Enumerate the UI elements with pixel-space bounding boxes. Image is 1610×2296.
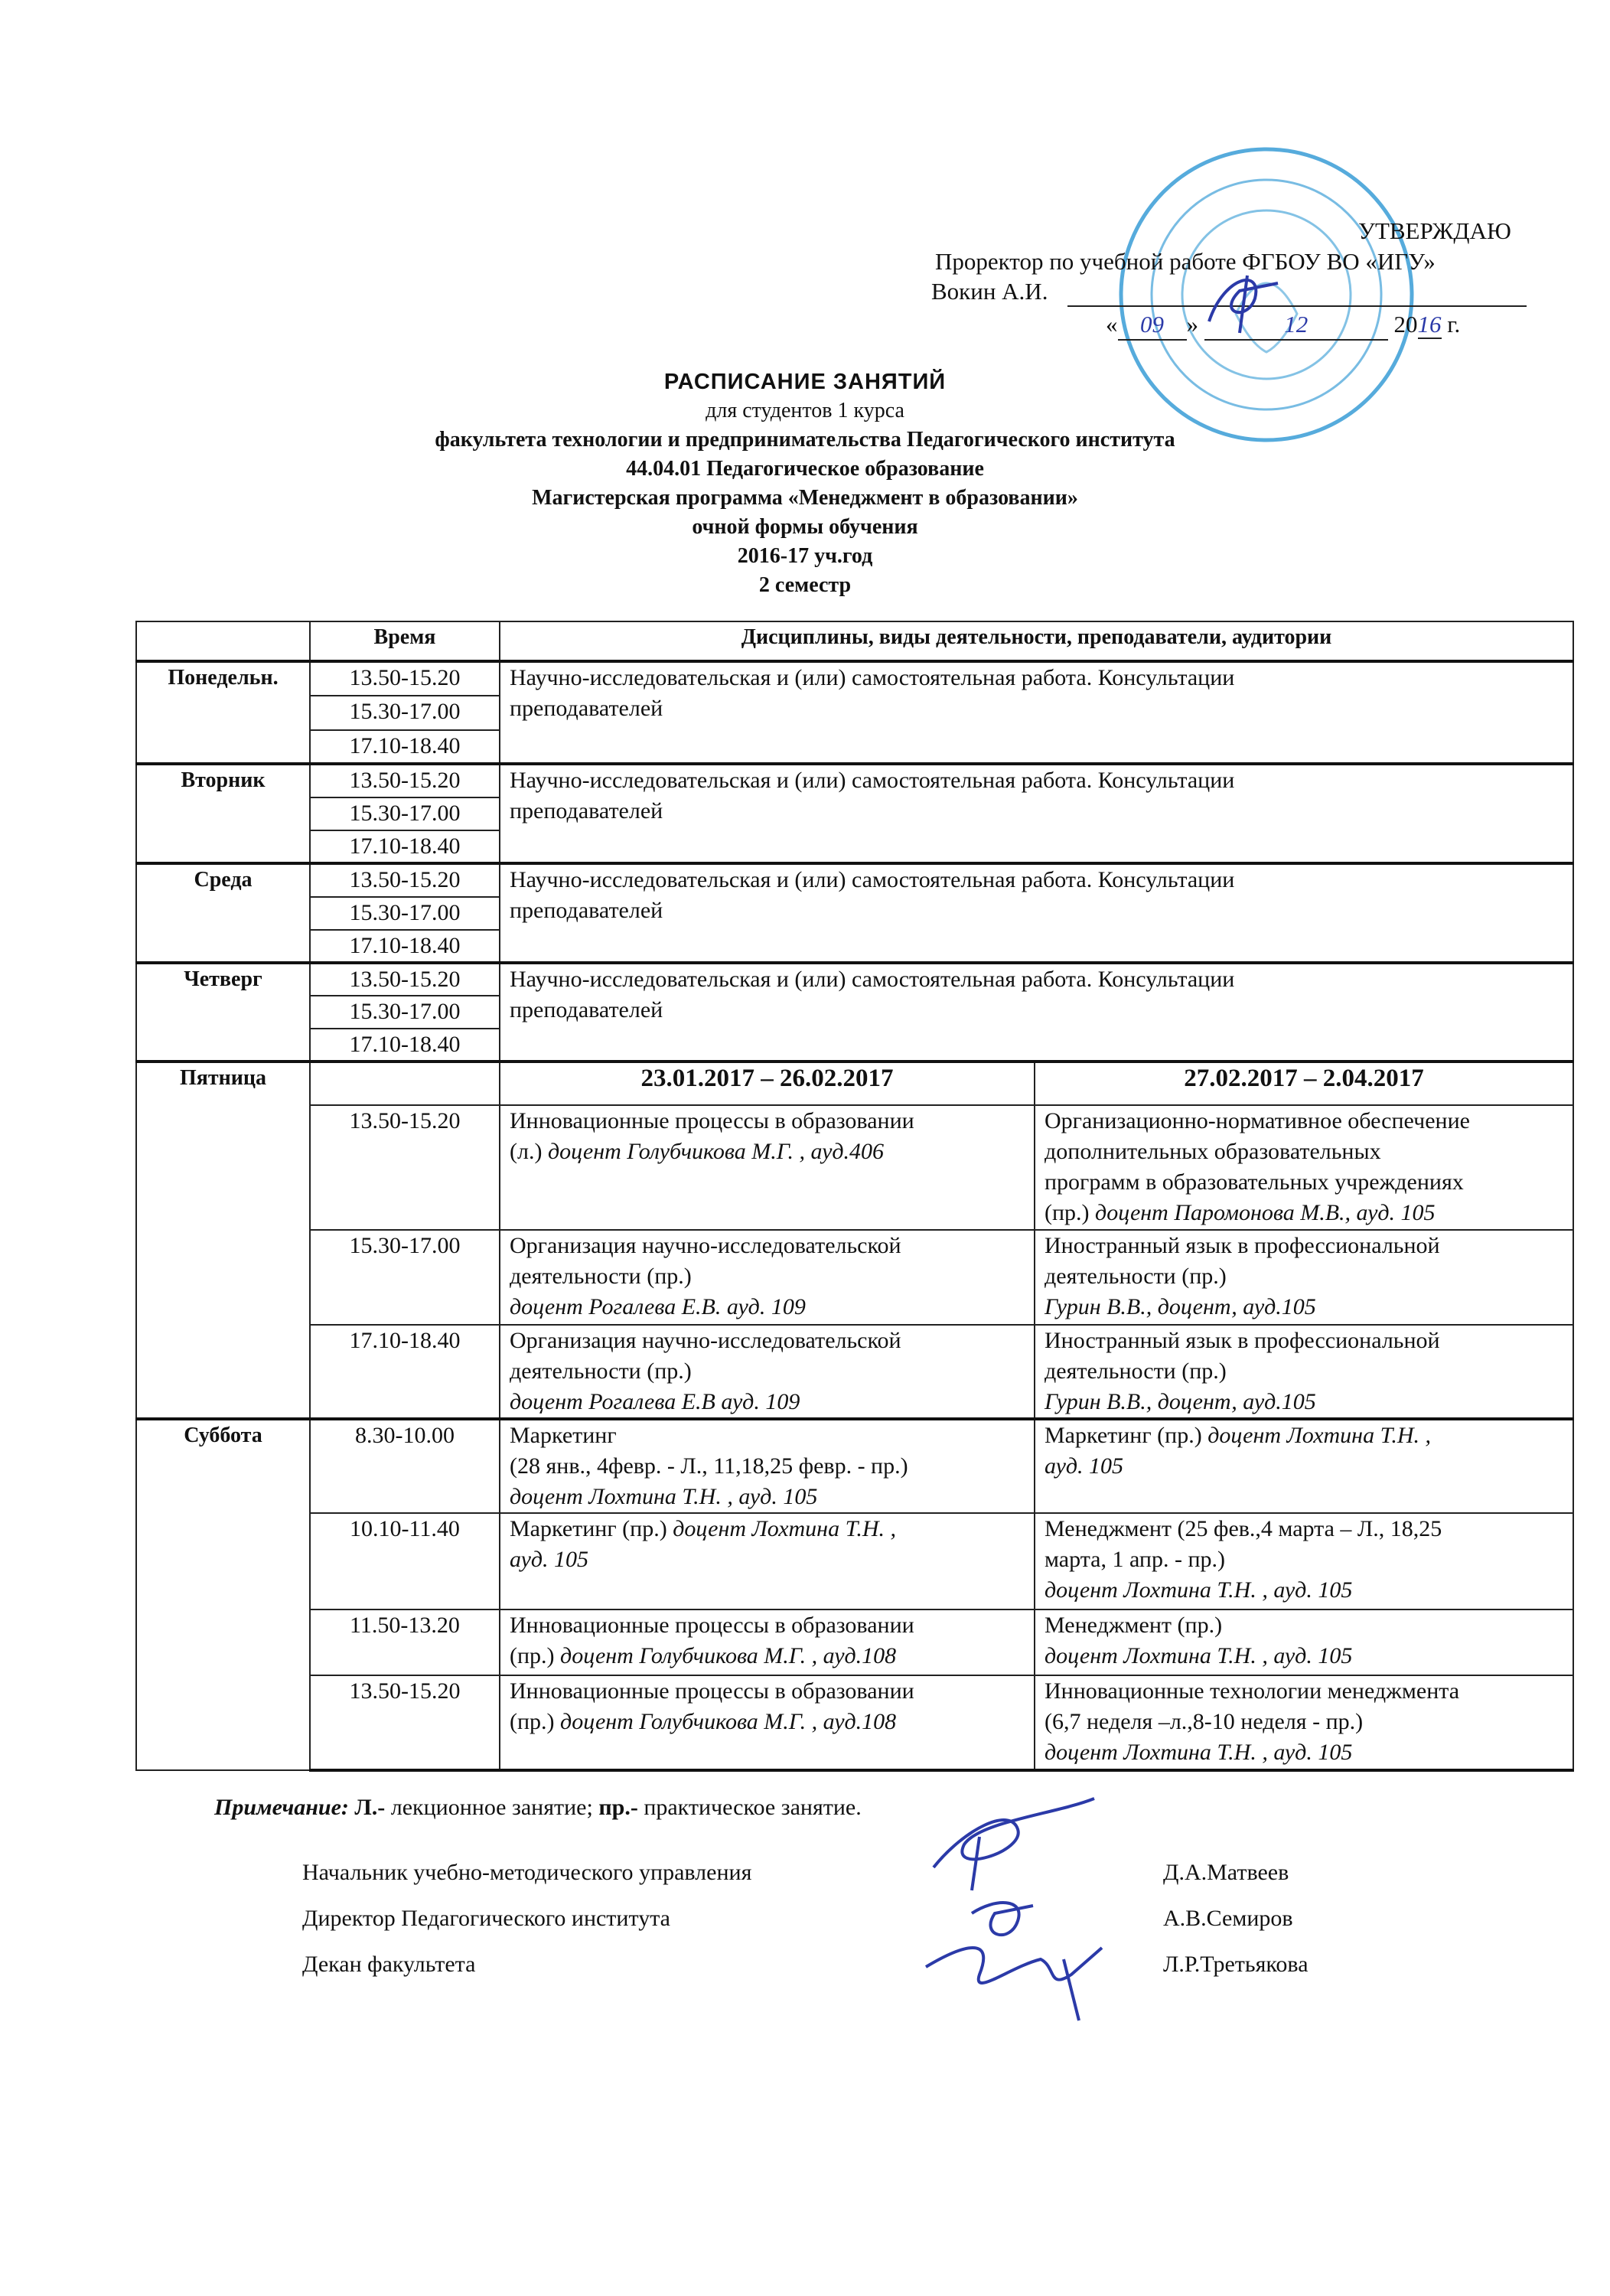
signatory-name-1: Д.А.Матвеев [1163, 1860, 1289, 1885]
cell-line [510, 1451, 1025, 1482]
time-cell: 17.10-18.40 [310, 1325, 500, 1419]
cell-line [1045, 1420, 1563, 1451]
class-cell-first-period [500, 1419, 1035, 1513]
cell-line [510, 865, 1563, 895]
day-cell: Среда [136, 863, 310, 963]
activity-cell [500, 764, 1573, 863]
period-header: 27.02.2017 – 2.04.2017 [1035, 1062, 1573, 1105]
discipline-text: (6,7 неделя –л.,8-10 неделя - пр.) [1045, 1709, 1364, 1734]
time-cell: 13.50-15.20 [310, 661, 500, 696]
table-row [136, 764, 1573, 797]
day-cell: Четверг [136, 963, 310, 1062]
cell-line [1045, 1292, 1563, 1322]
time-cell: 17.10-18.40 [310, 830, 500, 863]
cell-line [1045, 1326, 1563, 1356]
discipline-text: Организационно-нормативное обеспечение [1045, 1108, 1470, 1133]
discipline-text: Организация научно-исследовательской [510, 1233, 901, 1258]
table-row [136, 1513, 1573, 1609]
date-quote-open: « [1106, 311, 1118, 338]
discipline-text: программ в образовательных учреждениях [1045, 1169, 1464, 1195]
cell-line [510, 1106, 1025, 1137]
discipline-text: (л.) [510, 1139, 548, 1164]
discipline-text: деятельности (пр.) [1045, 1264, 1227, 1289]
note-lecture-text: лекционное занятие; [385, 1795, 599, 1820]
title-line4: Магистерская программа «Менеджмент в образовании» [532, 486, 1078, 510]
time-cell: 15.30-17.00 [310, 797, 500, 830]
cell-line [1045, 1356, 1563, 1387]
teacher-room-text: доцент Лохтина Т.Н. , [1208, 1423, 1432, 1448]
cell-line [510, 663, 1563, 693]
header-time: Время [310, 621, 500, 661]
footnote [214, 1795, 862, 1821]
discipline-text: Организация научно-исследовательской [510, 1328, 901, 1353]
table-row [136, 1062, 1573, 1105]
activity-cell [500, 963, 1573, 1062]
class-cell-first-period [500, 1609, 1035, 1675]
title-line3: 44.04.01 Педагогическое образование [626, 457, 984, 481]
date-month: 12 [1204, 310, 1388, 341]
cell-line [510, 1387, 1025, 1417]
cell-line [510, 1610, 1025, 1641]
discipline-text: преподавателей [510, 798, 663, 823]
signatory-name-3: Л.Р.Третьякова [1163, 1952, 1309, 1977]
activity-cell [500, 661, 1573, 764]
day-cell: Суббота [136, 1419, 310, 1770]
date-day: 09 [1118, 310, 1187, 341]
teacher-room-text: доцент Лохтина Т.Н. , ауд. 105 [1045, 1740, 1353, 1765]
cell-line [1045, 1451, 1563, 1482]
cell-line [510, 796, 1563, 827]
signatory-position-1: Начальник учебно-методического управления [302, 1860, 752, 1885]
title-line5: очной формы обучения [692, 515, 918, 539]
table-header-row [136, 621, 1573, 661]
date-year-suffix: 16 [1417, 311, 1442, 338]
class-cell-second-period [1035, 1513, 1573, 1609]
teacher-room-text: Гурин В.В., доцент, ауд.105 [1045, 1294, 1316, 1319]
cell-line [510, 1676, 1025, 1707]
time-cell: 17.10-18.40 [310, 1029, 500, 1062]
cell-line [510, 1326, 1025, 1356]
cell-line [1045, 1231, 1563, 1261]
discipline-text: Маркетинг (пр.) [1045, 1423, 1208, 1448]
discipline-text: Менеджмент (пр.) [1045, 1613, 1223, 1638]
title-main: РАСПИСАНИЕ ЗАНЯТИЙ [663, 370, 947, 394]
cell-line [510, 1292, 1025, 1322]
teacher-room-text: доцент Лохтина Т.Н. , ауд. 105 [1045, 1577, 1353, 1603]
discipline-text: деятельности (пр.) [1045, 1358, 1227, 1384]
class-cell-second-period [1035, 1230, 1573, 1325]
cell-line [510, 1420, 1025, 1451]
cell-line [510, 693, 1563, 724]
date-quote-close: » [1186, 311, 1198, 338]
cell-line [510, 995, 1563, 1026]
discipline-text: Научно-исследовательская и (или) самостоятельная работа. Консультации [510, 967, 1235, 992]
discipline-text: преподавателей [510, 898, 663, 923]
class-cell-first-period [500, 1675, 1035, 1770]
time-cell: 13.50-15.20 [310, 1105, 500, 1230]
cell-line [510, 1231, 1025, 1261]
cell-line [510, 964, 1563, 995]
time-cell [310, 1062, 500, 1105]
discipline-text: (28 янв., 4февр. - Л., 11,18,25 февр. - пр.) [510, 1453, 908, 1479]
discipline-text: Менеджмент (25 фев.,4 марта – Л., 18,25 [1045, 1516, 1442, 1541]
time-cell: 11.50-13.20 [310, 1609, 500, 1675]
cell-line [1045, 1137, 1563, 1167]
table-row [136, 1105, 1573, 1230]
date-year-end: г. [1447, 311, 1461, 338]
teacher-room-text: ауд. 105 [510, 1547, 589, 1572]
cell-line [1045, 1737, 1563, 1768]
teacher-room-text: доцент Голубчикова М.Г. , ауд.406 [547, 1139, 885, 1164]
note-practice-text: практическое занятие. [637, 1795, 862, 1820]
discipline-text: (пр.) [510, 1643, 561, 1668]
approve-label: УТВЕРЖДАЮ [1358, 217, 1511, 244]
discipline-text: дополнительных образовательных [1045, 1139, 1381, 1164]
discipline-text: (пр.) [1045, 1200, 1096, 1225]
class-cell-first-period [500, 1513, 1035, 1609]
discipline-text: Инновационные процессы в образовании [510, 1678, 914, 1704]
time-cell: 13.50-15.20 [310, 863, 500, 897]
cell-line [1045, 1198, 1563, 1228]
table-row [136, 661, 1573, 696]
teacher-room-text: доцент Рогалева Е.В ауд. 109 [510, 1389, 800, 1414]
teacher-room-text: доцент Лохтина Т.Н. , ауд. 105 [1045, 1643, 1353, 1668]
cell-line [510, 1482, 1025, 1512]
note-label: Примечание: [214, 1795, 349, 1820]
signatory-position-3: Декан факультета [302, 1952, 476, 1977]
header-disciplines: Дисциплины, виды деятельности, преподаватели, аудитории [500, 621, 1573, 661]
class-cell-second-period [1035, 1609, 1573, 1675]
cell-line [510, 1707, 1025, 1737]
day-cell: Вторник [136, 764, 310, 863]
table-row [136, 1609, 1573, 1675]
time-cell: 8.30-10.00 [310, 1419, 500, 1513]
time-cell: 13.50-15.20 [310, 963, 500, 996]
time-cell: 17.10-18.40 [310, 730, 500, 764]
discipline-text: Научно-исследовательская и (или) самостоятельная работа. Консультации [510, 867, 1235, 892]
cell-line [510, 1261, 1025, 1292]
schedule-body [136, 661, 1573, 1770]
cell-line [1045, 1707, 1563, 1737]
class-cell-second-period [1035, 1419, 1573, 1513]
teacher-room-text: доцент Голубчикова М.Г. , ауд.108 [560, 1709, 897, 1734]
activity-cell [500, 863, 1573, 963]
discipline-text: деятельности (пр.) [510, 1358, 692, 1384]
time-cell: 15.30-17.00 [310, 1230, 500, 1325]
table-row [136, 1230, 1573, 1325]
schedule-title [0, 367, 1610, 600]
table-row [136, 1419, 1573, 1513]
period-header: 23.01.2017 – 26.02.2017 [500, 1062, 1035, 1105]
class-cell-second-period [1035, 1675, 1573, 1770]
cell-line [510, 1137, 1025, 1167]
class-cell-second-period [1035, 1105, 1573, 1230]
table-row [136, 963, 1573, 996]
time-cell: 15.30-17.00 [310, 696, 500, 730]
time-cell: 15.30-17.00 [310, 996, 500, 1029]
time-cell: 13.50-15.20 [310, 764, 500, 797]
discipline-text: Инновационные процессы в образовании [510, 1613, 914, 1638]
date-year-prefix: 20 [1393, 311, 1418, 338]
class-cell-first-period [500, 1105, 1035, 1230]
class-cell-first-period [500, 1230, 1035, 1325]
teacher-room-text: Гурин В.В., доцент, ауд.105 [1045, 1389, 1316, 1414]
title-line6: 2016-17 уч.год [737, 544, 873, 568]
handwritten-signatures [903, 1783, 1155, 2036]
cell-line [510, 895, 1563, 926]
day-cell: Пятница [136, 1062, 310, 1419]
discipline-text: Маркетинг (пр.) [510, 1516, 673, 1541]
cell-line [1045, 1641, 1563, 1671]
discipline-text: Научно-исследовательская и (или) самостоятельная работа. Консультации [510, 768, 1235, 793]
cell-line [1045, 1610, 1563, 1641]
schedule-table [135, 621, 1574, 1772]
discipline-text: Маркетинг [510, 1423, 617, 1448]
teacher-room-text: доцент Паромонова М.В., ауд. 105 [1095, 1200, 1436, 1225]
note-lecture-abbr: Л.- [354, 1795, 386, 1820]
teacher-room-text: доцент Лохтина Т.Н. , ауд. 105 [510, 1484, 818, 1509]
table-row [136, 863, 1573, 897]
discipline-text: деятельности (пр.) [510, 1264, 692, 1289]
discipline-text: Инновационные технологии менеджмента [1045, 1678, 1460, 1704]
discipline-text: Научно-исследовательская и (или) самостоятельная работа. Консультации [510, 665, 1235, 690]
cell-line [1045, 1544, 1563, 1575]
teacher-room-text: доцент Голубчикова М.Г. , ауд.108 [560, 1643, 897, 1668]
signatory-name-2: А.В.Семиров [1163, 1906, 1293, 1931]
time-cell: 15.30-17.00 [310, 897, 500, 930]
cell-line [510, 1356, 1025, 1387]
cell-line [1045, 1167, 1563, 1198]
discipline-text: марта, 1 апр. - пр.) [1045, 1547, 1226, 1572]
teacher-room-text: доцент Рогалева Е.В. ауд. 109 [510, 1294, 806, 1319]
time-cell: 17.10-18.40 [310, 930, 500, 963]
cell-line [510, 765, 1563, 796]
day-cell: Понедельн. [136, 661, 310, 764]
class-cell-second-period [1035, 1325, 1573, 1419]
cell-line [510, 1514, 1025, 1544]
table-row [136, 1325, 1573, 1419]
cell-line [510, 1641, 1025, 1671]
time-cell: 13.50-15.20 [310, 1675, 500, 1770]
discipline-text: Иностранный язык в профессиональной [1045, 1328, 1440, 1353]
title-line2: факультета технологии и предпринимательства Педагогического института [435, 428, 1175, 452]
table-row [136, 1675, 1573, 1770]
title-line1: для студентов 1 курса [706, 399, 904, 422]
approver-position: Проректор по учебной работе ФГБОУ ВО «ИГУ» [935, 248, 1436, 275]
teacher-room-text: ауд. 105 [1045, 1453, 1124, 1479]
note-practice-abbr: пр.- [598, 1795, 638, 1820]
class-cell-first-period [500, 1325, 1035, 1419]
teacher-room-text: доцент Лохтина Т.Н. , [673, 1516, 897, 1541]
discipline-text: (пр.) [510, 1709, 561, 1734]
cell-line [1045, 1387, 1563, 1417]
cell-line [1045, 1514, 1563, 1544]
time-cell: 10.10-11.40 [310, 1513, 500, 1609]
discipline-text: преподавателей [510, 696, 663, 721]
approver-name: Вокин А.И. [931, 278, 1048, 305]
cell-line [1045, 1676, 1563, 1707]
discipline-text: преподавателей [510, 997, 663, 1022]
cell-line [1045, 1261, 1563, 1292]
header-day [136, 621, 310, 661]
approver-signature [1194, 268, 1309, 337]
title-line7: 2 семестр [758, 573, 852, 597]
discipline-text: Инновационные процессы в образовании [510, 1108, 914, 1133]
signatory-position-2: Директор Педагогического института [302, 1906, 670, 1931]
cell-line [1045, 1106, 1563, 1137]
cell-line [510, 1544, 1025, 1575]
cell-line [1045, 1575, 1563, 1606]
discipline-text: Иностранный язык в профессиональной [1045, 1233, 1440, 1258]
